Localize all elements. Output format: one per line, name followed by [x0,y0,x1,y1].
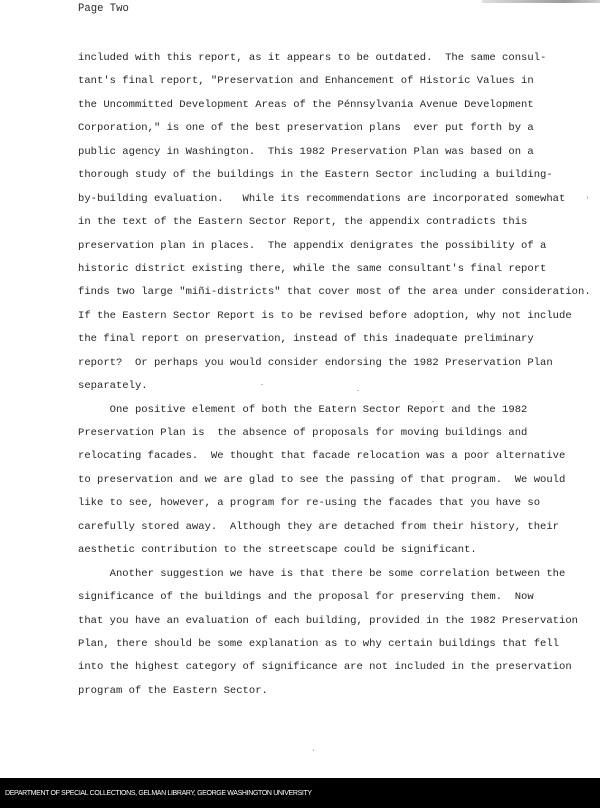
text-line: If the Eastern Sector Report is to be revised before adoption, why not include [78,309,572,322]
scan-speck [313,749,314,751]
scan-speck [357,390,359,391]
text-line: carefully stored away. Although they are detached from their history, their [78,520,560,533]
letter-body [78,51,591,707]
text-line: finds two large "miñi-districts" that cover most of the area under consideration. [78,286,591,299]
text-line: tant's final report, "Preservation and Enhancement of Historic Values in [78,75,534,88]
text-line: public agency in Washington. This 1982 Preservation Plan was based on a [78,145,534,158]
text-line: aesthetic contribution to the streetscape could be significant. [78,544,477,557]
text-line: report? Or perhaps you would consider endorsing the 1982 Preservation Plan [78,356,553,369]
page-label: Page Two [78,3,129,15]
text-line: the Uncommitted Development Areas of the Pénnsylvania Avenue Development [78,98,534,111]
text-line: historic district existing there, while the same consultant's final report [78,262,547,275]
scan-edge-artifact [482,0,600,3]
scan-speck [587,196,588,199]
text-line: significance of the buildings and the proposal for preserving them. Now [78,591,534,604]
scan-speck [432,401,434,402]
text-line: preservation plan in places. The appendix denigrates the possibility of a [78,239,547,252]
text-line: Preservation Plan is the absence of proposals for moving buildings and [78,427,528,439]
paragraph-3 [78,567,588,708]
archive-footer-bar [0,778,600,808]
text-line: to preservation and we are glad to see the passing of that program. We would [78,473,566,486]
text-line: into the highest category of significance are not included in the preservation [78,661,572,674]
text-line: the final report on preservation, instead of this inadequate preliminary [78,333,534,346]
text-line: in the text of the Eastern Sector Report, the appendix contradicts this [78,216,528,229]
text-line: included with this report, as it appears to be outdated. The same consul- [78,52,547,64]
scan-speck [261,384,263,385]
text-line: Another suggestion we have is that there be some correlation between the [78,567,566,580]
text-line: like to see, however, a program for re-using the facades that you have so [78,497,541,510]
text-line: thorough study of the buildings in the Eastern Sector including a building- [78,169,553,182]
text-line: Corporation," is one of the best preservation plans ever put forth by a [78,122,534,135]
paragraph-1 [78,51,591,403]
paragraph-2 [78,403,588,567]
text-line: program of the Eastern Sector. [78,684,268,697]
text-line: that you have an evaluation of each building, provided in the 1982 Preservation [78,614,579,627]
text-line: separately. [78,380,148,393]
text-line: relocating facades. We thought that facade relocation was a poor alternative [78,450,566,463]
text-line: by-building evaluation. While its recommendations are incorporated somewhat [78,192,566,205]
text-line: Plan, there should be some explanation as to why certain buildings that fell [78,637,560,650]
archive-credit: DEPARTMENT OF SPECIAL COLLECTIONS, GELMAN LIBRARY, GEORGE WASHINGTON UNIVERSITY [5,790,312,797]
text-line: One positive element of both the Eatern Sector Report and the 1982 [78,403,528,416]
